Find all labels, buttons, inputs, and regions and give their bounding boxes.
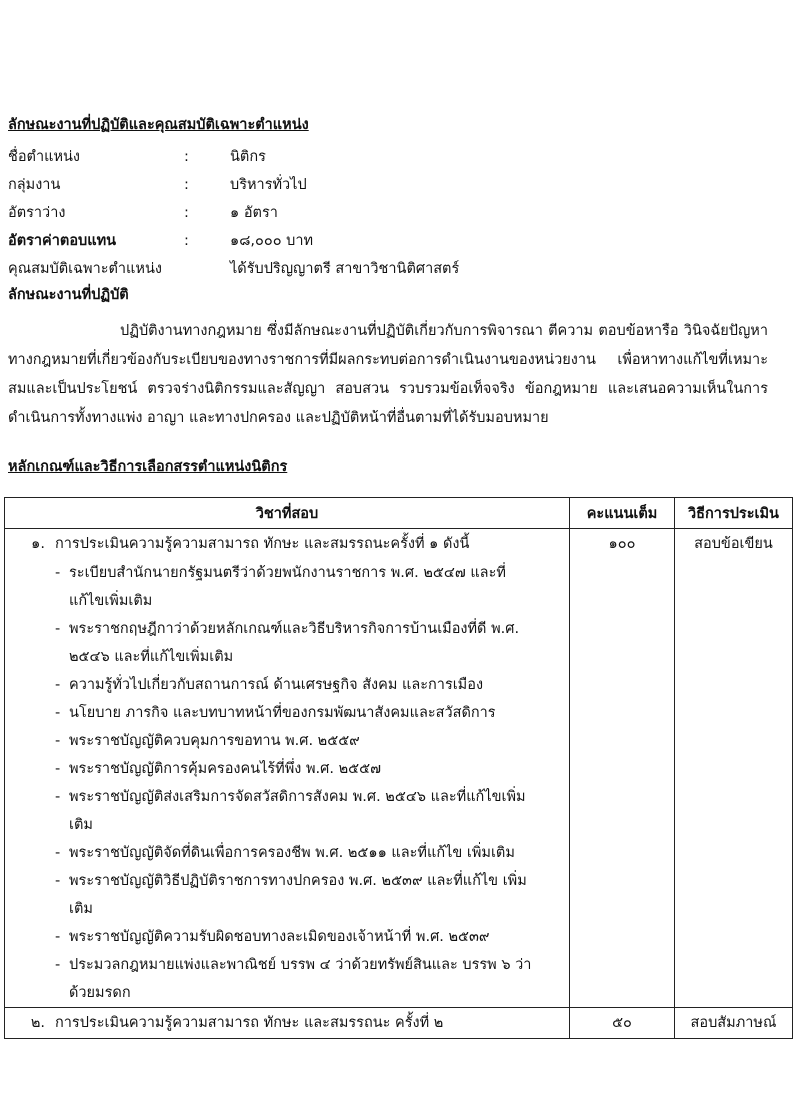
info-value: ๑ อัตรา	[230, 205, 278, 221]
section-title-line	[5, 1008, 569, 1038]
list-item: - พระราชบัญญัติวิธีปฏิบัติราชการทางปกครอง พ.ศ. ๒๕๓๙ และที่แก้ไข เพิ่มเติม	[55, 867, 569, 923]
table-header-row	[5, 498, 793, 529]
duties-paragraph: ปฏิบัติงานทางกฎหมาย ซึ่งมีลักษณะงานที่ปฏิบัติเกี่ยวกับการพิจารณา ตีความ ตอบข้อหารือ วินิจฉัยปัญหาทางกฎหมายที่เกี่ยวข้องกับระเบียบของทางราชการที่มีผลกระทบต่อการดำเนินงานของหน่วยงาน เพื่อหาทางแก้ไขที่เหมาะสมและเป็นประโยชน์ ตรวจร่างนิติกรรมและสัญญา สอบสวน รวบรวมข้อเท็จจริง ข้อกฎหมาย และเสนอความเห็นในการดำเนินการทั้งทางแพ่ง อาญา และทางปกครอง และปฏิบัติหน้าที่อื่นตามที่ได้รับมอบหมาย	[8, 323, 768, 426]
list-item-text: พระราชบัญญัติส่งเสริมการจัดสวัสดิการสังคม พ.ศ. ๒๕๔๖ และที่แก้ไขเพิ่มเติม	[69, 789, 526, 833]
list-item: - พระราชบัญญัติจัดที่ดินเพื่อการครองชีพ พ.ศ. ๒๕๑๑ และที่แก้ไข เพิ่มเติม	[55, 839, 569, 867]
list-item: - นโยบาย ภารกิจ และบทบาทหน้าที่ของกรมพัฒนาสังคมและสวัสดิการ	[55, 699, 569, 727]
info-key: คุณสมบัติเฉพาะตำแหน่ง	[8, 261, 162, 277]
info-colon: :	[184, 177, 189, 193]
list-item-text: พระราชบัญญัติวิธีปฏิบัติราชการทางปกครอง พ.ศ. ๒๕๓๙ และที่แก้ไข เพิ่มเติม	[69, 873, 527, 917]
exam-table	[4, 497, 793, 1039]
info-colon: :	[184, 205, 189, 221]
list-item-text: ประมวลกฎหมายแพ่งและพาณิชย์ บรรพ ๔ ว่าด้วยทรัพย์สินและ บรรพ ๖ ว่าด้วยมรดก	[69, 957, 532, 1001]
info-key: กลุ่มงาน	[8, 177, 61, 193]
info-value: นิติกร	[230, 149, 266, 165]
section-number: ๒.	[30, 1015, 45, 1031]
subject-cell	[5, 1008, 570, 1039]
info-value: ๑๘,๐๐๐ บาท	[230, 233, 314, 249]
info-key: ชื่อตำแหน่ง	[8, 149, 81, 165]
info-value: ได้รับปริญญาตรี สาขาวิชานิติศาสตร์	[230, 261, 460, 277]
criteria-heading: หลักเกณฑ์และวิธีการเลือกสรรตำแหน่งนิติกร	[8, 459, 288, 475]
list-item: - ความรู้ทั่วไปเกี่ยวกับสถานการณ์ ด้านเศรษฐกิจ สังคม และการเมือง	[55, 671, 569, 699]
list-item-text: พระราชบัญญัติการคุ้มครองคนไร้ที่พึ่ง พ.ศ. ๒๕๕๗	[69, 761, 381, 777]
qualification-heading: ลักษณะงานที่ปฏิบัติและคุณสมบัติเฉพาะตำแหน่ง	[8, 117, 309, 133]
list-item: - ประมวลกฎหมายแพ่งและพาณิชย์ บรรพ ๔ ว่าด้วยทรัพย์สินและ บรรพ ๖ ว่าด้วยมรดก	[55, 951, 569, 1007]
list-item-text: นโยบาย ภารกิจ และบทบาทหน้าที่ของกรมพัฒนาสังคมและสวัสดิการ	[69, 705, 496, 721]
info-value: บริหารทั่วไป	[230, 177, 307, 193]
header-subject: วิชาที่สอบ	[5, 498, 570, 529]
list-item: - พระราชบัญญัติควบคุมการขอทาน พ.ศ. ๒๕๕๙	[55, 727, 569, 755]
info-colon: :	[184, 233, 189, 249]
list-item: - พระราชบัญญัติส่งเสริมการจัดสวัสดิการสังคม พ.ศ. ๒๕๔๖ และที่แก้ไขเพิ่มเติม	[55, 783, 569, 839]
subject-cell	[5, 529, 570, 1008]
list-item: - พระราชกฤษฎีกาว่าด้วยหลักเกณฑ์และวิธีบริหารกิจการบ้านเมืองที่ดี พ.ศ. ๒๕๔๖ และที่แก้ไขเพิ่มเติม	[55, 615, 569, 671]
method-cell: สอบสัมภาษณ์	[675, 1008, 793, 1039]
list-item-text: พระราชบัญญัติจัดที่ดินเพื่อการครองชีพ พ.ศ. ๒๕๑๑ และที่แก้ไข เพิ่มเติม	[69, 845, 515, 861]
list-item-text: พระราชบัญญัติควบคุมการขอทาน พ.ศ. ๒๕๕๙	[69, 733, 360, 749]
score-cell: ๑๐๐	[570, 529, 675, 1008]
section-number: ๑.	[31, 536, 45, 552]
section-title-line	[5, 529, 569, 559]
header-method: วิธีการประเมิน	[675, 498, 793, 529]
info-key: อัตราค่าตอบแทน	[8, 233, 117, 249]
list-item: - พระราชบัญญัติการคุ้มครองคนไร้ที่พึ่ง พ.ศ. ๒๕๕๗	[55, 755, 569, 783]
list-item: - ระเบียบสำนักนายกรัฐมนตรีว่าด้วยพนักงานราชการ พ.ศ. ๒๕๔๗ และที่แก้ไขเพิ่มเติม	[55, 559, 569, 615]
section-title: การประเมินความรู้ความสามารถ ทักษะ และสมรรถนะ ครั้งที่ ๒	[55, 1015, 444, 1031]
list-item-text: พระราชกฤษฎีกาว่าด้วยหลักเกณฑ์และวิธีบริหารกิจการบ้านเมืองที่ดี พ.ศ. ๒๕๔๖ และที่แก้ไขเพิ่มเติม	[69, 621, 520, 665]
score-cell: ๕๐	[570, 1008, 675, 1039]
table-row	[5, 1008, 793, 1039]
info-colon: :	[184, 149, 189, 165]
info-key: อัตราว่าง	[8, 205, 66, 221]
header-score: คะแนนเต็ม	[570, 498, 675, 529]
list-item-text: ระเบียบสำนักนายกรัฐมนตรีว่าด้วยพนักงานราชการ พ.ศ. ๒๕๔๗ และที่แก้ไขเพิ่มเติม	[69, 565, 506, 609]
section-title: การประเมินความรู้ความสามารถ ทักษะ และสมรรถนะครั้งที่ ๑ ดังนี้	[55, 536, 470, 552]
list-item-text: พระราชบัญญัติความรับผิดชอบทางละเมิดของเจ้าหน้าที่ พ.ศ. ๒๕๓๙	[69, 929, 490, 945]
list-item-text: ความรู้ทั่วไปเกี่ยวกับสถานการณ์ ด้านเศรษฐกิจ สังคม และการเมือง	[69, 677, 484, 693]
table-row	[5, 529, 793, 1008]
list-item: - พระราชบัญญัติความรับผิดชอบทางละเมิดของเจ้าหน้าที่ พ.ศ. ๒๕๓๙	[55, 923, 569, 951]
method-cell: สอบข้อเขียน	[675, 529, 793, 1008]
subject-list	[5, 559, 569, 1007]
duties-heading: ลักษณะงานที่ปฏิบัติ	[8, 287, 129, 303]
